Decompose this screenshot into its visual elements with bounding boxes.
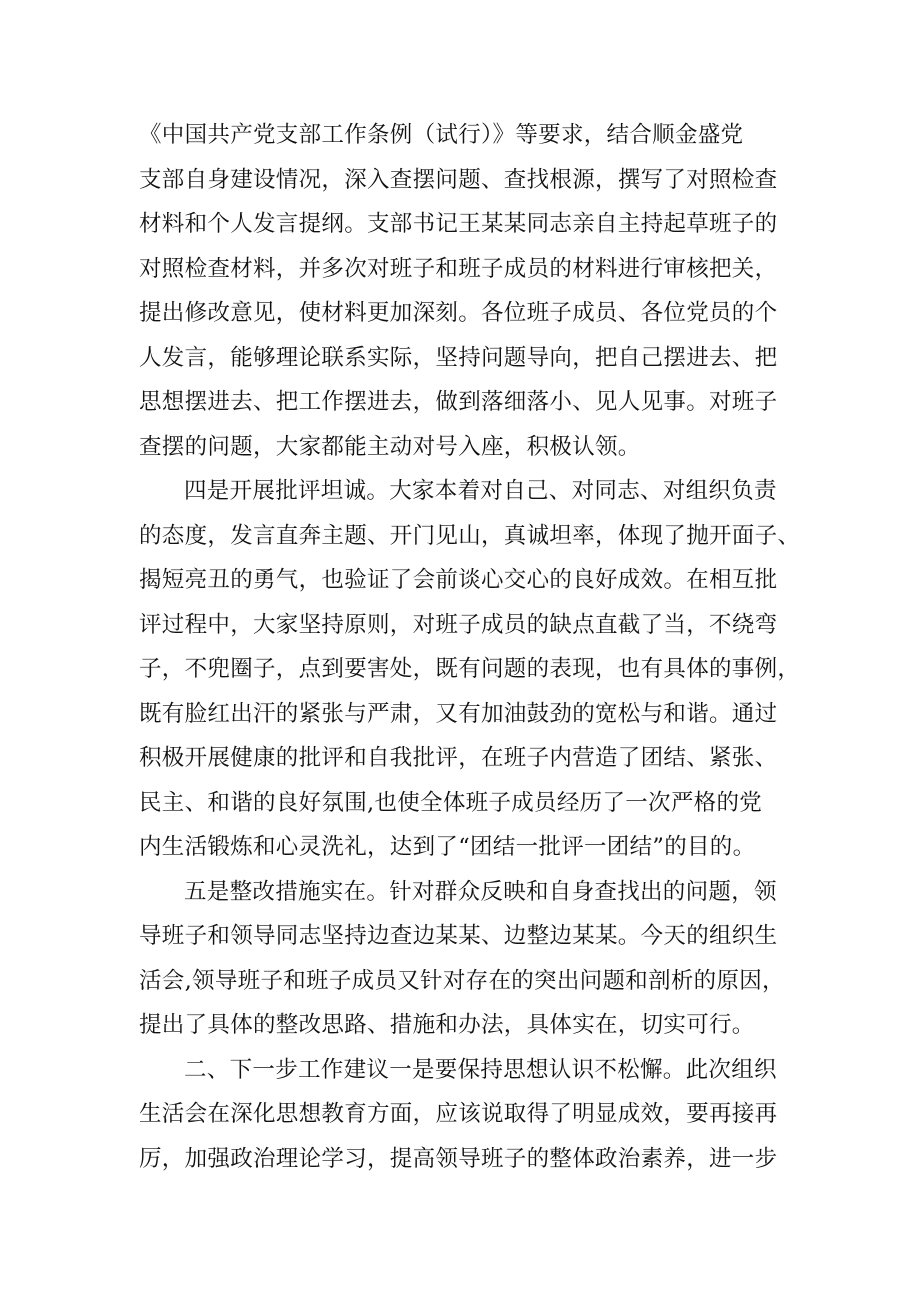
paragraph-3 xyxy=(139,870,799,1048)
text-line: 对照检查材料，并多次对班子和班子成员的材料进行审核把关， xyxy=(139,255,778,282)
text-line: 提出修改意见，使材料更加深刻。各位班子成员、各位党员的个 xyxy=(139,300,778,326)
text-line: 材料和个人发言提纲。支部书记王某某同志亲自主持起草班子的 xyxy=(139,211,778,237)
text-line: 《中国共产党支部工作条例（试行）》等要求，结合顺金盛党 xyxy=(139,122,744,148)
text-line: 四是开展批评坦诚。大家本着对自己、对同志、对组织负责 xyxy=(184,478,777,504)
text-line: 支部自身建设情况，深入查摆问题、查找根源，撰写了对照检查 xyxy=(139,166,778,193)
paragraph-2 xyxy=(139,469,799,870)
text-line: 子，不兜圈子，点到要害处，既有问题的表现，也有具体的事例， xyxy=(139,656,801,682)
text-line: 既有脸红出汗的紧张与严肃，又有加油鼓劲的宽松与和谐。通过 xyxy=(139,700,778,727)
text-line: 民主、和谐的良好氛围,也使全体班子成员经历了一次严格的党 xyxy=(139,789,763,816)
text-line: 的态度，发言直奔主题、开门见山，真诚坦率，体现了抛开面子、 xyxy=(139,522,801,549)
text-line: 五是整改措施实在。针对群众反映和自身查找出的问题，领 xyxy=(184,878,777,905)
text-line: 思想摆进去、把工作摆进去，做到落细落小、见人见事。对班子 xyxy=(139,389,778,415)
text-line: 二、下一步工作建议一是要保持思想认识不松懈。此次组织 xyxy=(184,1056,777,1083)
text-line: 活会,领导班子和班子成员又针对存在的突出问题和剖析的原因， xyxy=(139,967,785,994)
text-line: 生活会在深化思想教育方面，应该说取得了明显成效，要再接再 xyxy=(139,1101,778,1127)
text-line: 导班子和领导同志坚持边查边某某、边整边某某。今天的组织生 xyxy=(139,923,778,949)
text-line: 内生活锻炼和心灵洗礼，达到了“团结一批评一团结”的目的。 xyxy=(139,834,756,860)
text-line: 评过程中，大家坚持原则，对班子成员的缺点直截了当，不绕弯 xyxy=(139,611,778,638)
paragraph-4 xyxy=(139,1048,799,1182)
text-line: 揭短亮丑的勇气，也验证了会前谈心交心的良好成效。在相互批 xyxy=(139,567,778,593)
text-line: 查摆的问题，大家都能主动对号入座，积极认领。 xyxy=(139,433,641,460)
document-body xyxy=(139,113,799,1181)
paragraph-1 xyxy=(139,113,799,469)
text-line: 提出了具体的整改思路、措施和办法，具体实在，切实可行。 xyxy=(139,1012,755,1038)
text-line: 厉，加强政治理论学习，提高领导班子的整体政治素养，进一步 xyxy=(139,1145,778,1172)
text-line: 积极开展健康的批评和自我批评，在班子内营造了团结、紧张、 xyxy=(139,745,778,771)
text-line: 人发言，能够理论联系实际，坚持问题导向，把自己摆进去、把 xyxy=(139,344,778,371)
